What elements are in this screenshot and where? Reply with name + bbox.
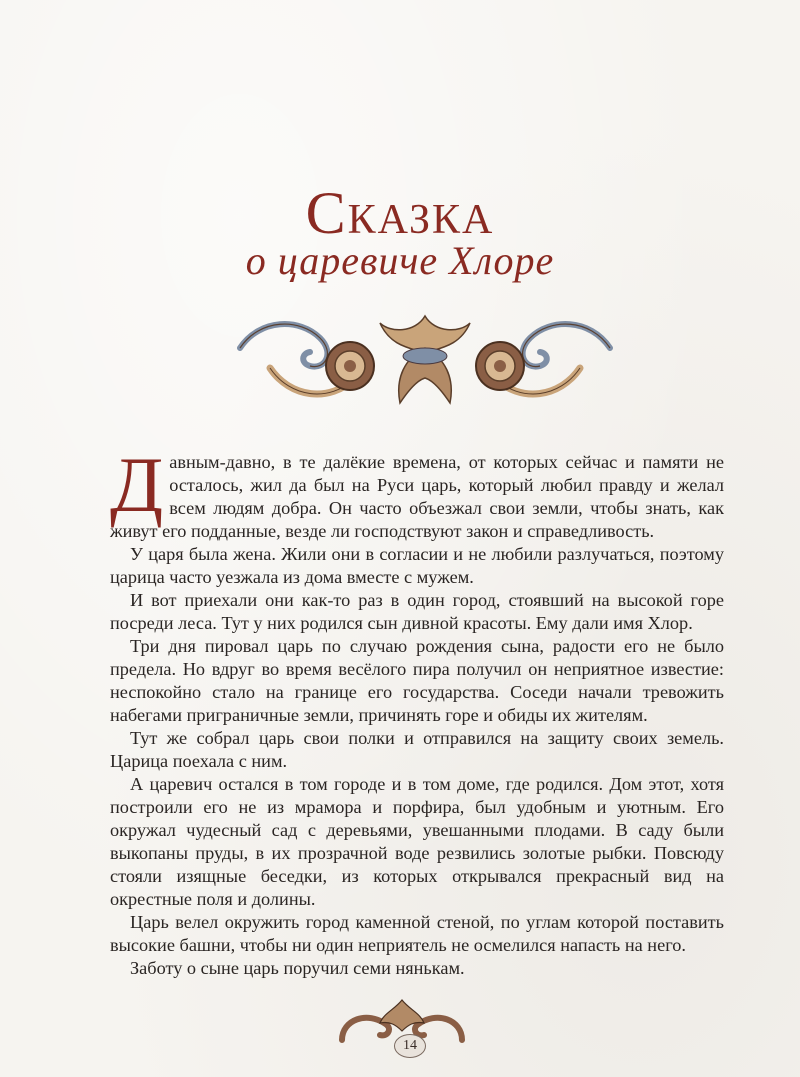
story-text bbox=[110, 441, 724, 980]
story-subtitle: о царевиче Хлоре bbox=[245, 238, 555, 283]
paragraph-5: Тут же собрал царь свои полки и отправился на защиту своих земель. Царица поехала с ним. bbox=[110, 728, 724, 771]
story-title: Сказка bbox=[305, 180, 495, 246]
drop-cap: Д bbox=[110, 441, 164, 528]
page-number: 14 bbox=[394, 1034, 426, 1058]
paragraph-2: У царя была жена. Жили они в согласии и не любили разлучаться, поэтому царица часто уезжала из дома вместе с мужем. bbox=[110, 544, 724, 587]
paragraph-8: Заботу о сыне царь поручил семи нянькам. bbox=[130, 958, 465, 978]
paragraph-7: Царь велел окружить город каменной стеной, по углам которой поставить высокие башни, чтобы ни один неприятель не осмелился напасть на него. bbox=[110, 912, 724, 955]
paragraph-text: авным-давно, в те далёкие времена, от которых сейчас и памяти не осталось, жил да был на Руси царь, который любил правду и желал всем людям добра. Он часто объезжал свои земли, чтобы знать, как живут его подданные, везде ли господствуют закон и справедливость. bbox=[110, 452, 724, 541]
header-ornament-icon bbox=[230, 308, 620, 412]
paragraph-6: А царевич остался в том городе и в том доме, где родился. Дом этот, хотя построили его не из мрамора и порфира, был удобным и уютным. Его окружал чудесный сад с деревьями, увешанными плодами. В саду были выкопаны пруды, в их прозрачной воде резвились золотые рыбки. Повсюду стояли изящные беседки, из которых открывался прекрасный вид на окрестные поля и долины. bbox=[110, 774, 724, 909]
paragraph-3: И вот приехали они как-то раз в один город, стоявший на высокой горе посреди леса. Тут у них родился сын дивной красоты. Ему дали имя Хлор. bbox=[110, 590, 724, 633]
paragraph-1 bbox=[110, 441, 724, 543]
paragraph-4: Три дня пировал царь по случаю рождения сына, радости его не было предела. Но вдруг во время весёлого пира получил он неприятное известие: неспокойно стало на границе его государства. Соседи начали тревожить набегами приграничные земли, причинять горе и обиды их жителям. bbox=[110, 636, 724, 725]
